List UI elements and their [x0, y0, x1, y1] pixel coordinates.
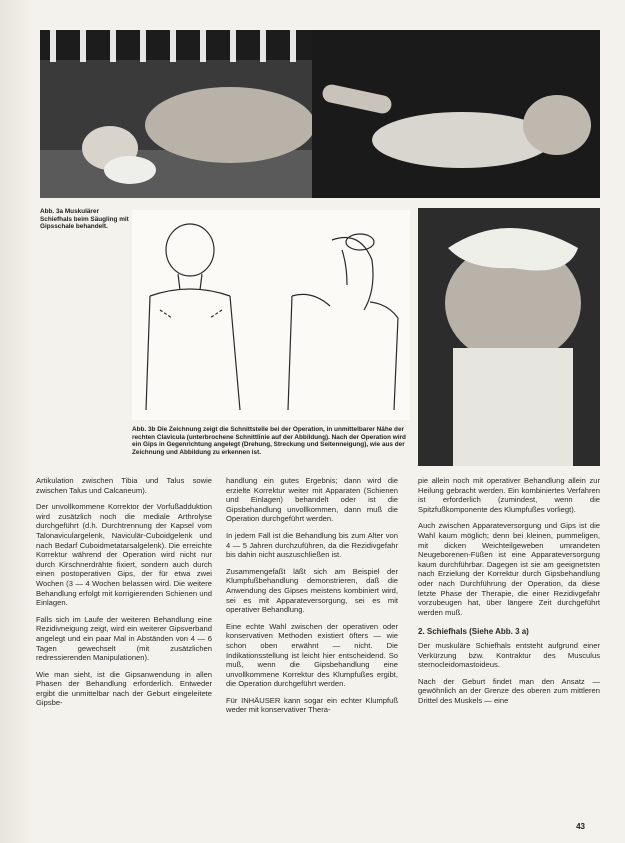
text-column-2	[226, 476, 398, 722]
col1-paragraph: Der unvollkommene Korrektor der Vorfußadduktion wird zusätzlich noch die mediale Arthrolyse durchgeführt (d.h. Durchtrennung der Kapsel vom Talonaviculargelenk, Naviculär-Cuboidgelenk und nach Bedarf Cuboidmetatarsalgelenk). Die erreichte Korrektur während der Operation wird nicht nur durch Kirschnerdrähte fixiert, sondern auch durch einen postoperativen Gips, der für etwa zwei Wochen (3 — 4 Wochen belassen wird. Die weitere Behandlung erfolgt mit korrigierenden Schienen und Einlagen.	[36, 502, 212, 608]
photo-infant-cast-lying-image	[40, 30, 312, 198]
col1-paragraph: Falls sich im Laufe der weiteren Behandlung eine Rezidivneigung zeigt, wird ein weiterer Gipsverband angelegt und ein paar Mal in Abständen von 4 — 6 Tagen gewechselt (mit zusätzlichen redressierenden Manipulationen).	[36, 614, 212, 663]
col1-paragraph: Wie man sieht, ist die Gipsanwendung in allen Phasen der Behandlung erforderlich. Entweder ergibt die unmittelbar nach der Geburt eingeleitete Gipsbe-	[36, 669, 212, 708]
col3-paragraph: Nach der Geburt findet man den Ansatz — gewöhnlich an der Grenze des oberen zum mittleren Drittel des Muskels — eine	[418, 676, 600, 705]
photo-infant-cast-lying	[40, 30, 312, 198]
page-gutter-shadow	[0, 0, 34, 843]
section-heading-schiefhals: 2. Schiefhals (Siehe Abb. 3 a)	[418, 627, 529, 637]
col3-paragraph: pie allein noch mit operativer Behandlung allein zur Heilung gebracht werden. Ein kombiniertes Verfahren ist erforderlich (zumindest, wenn die Spitzfußkomponente des Klumpfußes vorliegt).	[418, 476, 600, 514]
caption-fig3a: Abb. 3a Muskulärer Schiefhals beim Säugling mit Gipsschale behandelt.	[40, 208, 129, 231]
photo-infant-lying-right-image	[312, 30, 600, 198]
photo-infant-head-cast-image	[418, 208, 600, 466]
drawing-operation-sketch	[132, 210, 410, 420]
col2-paragraph: Zusammengefaßt läßt sich am Beispiel der Klumpfußbehandlung demonstrieren, daß die Anwendung des Gipses meistens kombiniert wird, sei es mit Apparateversorgung, sei es mit operativer Behandlung.	[226, 566, 398, 615]
col2-paragraph: Eine echte Wahl zwischen der operativen oder konservativen Methoden existiert öfters — wie schon oben erwähnt — nicht. Die Indikationsstellung ist leicht hier entscheidend. So muß, wenn die Gipsbehandlung eine unvollkommene Korrektur des Klumpfußes ergibt, die Operation durchgeführt werden.	[226, 621, 398, 689]
col1-paragraph: Artikulation zwischen Tibia und Talus sowie zwischen Talus und Calcaneum).	[36, 476, 212, 495]
col2-paragraph: Für INHÄUSER kann sogar ein echter Klumpfuß weder mit konservativer Thera-	[226, 695, 398, 715]
col2-paragraph: handlung ein gutes Ergebnis; dann wird die erzielte Korrektur weiter mit Apparaten (Schienen und Einlagen) behandelt oder ist die Gipsbehandlung unvollkommen, dann muß die Operation durchgeführt werden.	[226, 476, 398, 524]
figure-3b-drawing	[132, 210, 410, 420]
text-column-3	[418, 476, 600, 712]
page-number: 43	[576, 822, 585, 831]
col3-paragraph: Auch zwischen Apparateversorgung und Gips ist die Wahl kaum möglich; denn bei kleinen, pummeligen, mit dicken Weichteilgeweben umrandeten Neugeborenen-Füßen ist eine Apparateversorgung kaum durchführbar. Dagegen ist sie am geeignetsten nach Erzielung der Korrektur durch Gipsbehandlung oder nach Durchführung der Operation, da diese letzte Phase der Therapie, die einer Rezidivgefahr vorzubeugen hat, über längere Zeit durchgeführt werden muß.	[418, 521, 600, 617]
caption-fig3b: Abb. 3b Die Zeichnung zeigt die Schnittstelle bei der Operation, in unmittelbarer Nähe der rechten Clavicula (unterbrochene Schnittlinie auf der Abbildung). Nach der Operation wird ein Gips in Gegenrichtung angelegt (Drehung, Streckung und Seitenneigung), wie aus der Zeichnung und Abbildung zu erkennen ist.	[132, 426, 406, 456]
col3-paragraph: Der muskuläre Schiefhals entsteht aufgrund einer Verkürzung bzw. Kontraktur des Musculus sternocleidomastoideus.	[418, 640, 600, 670]
photo-infant-lying-right	[312, 30, 600, 198]
text-column-1	[36, 476, 212, 715]
photo-infant-head-cast	[418, 208, 600, 466]
col2-paragraph: In jedem Fall ist die Behandlung bis zum Alter von 4 — 5 Jahren durchzuführen, da die Rezidivgefahr bis dahin nicht auszuschließen ist.	[226, 530, 398, 560]
